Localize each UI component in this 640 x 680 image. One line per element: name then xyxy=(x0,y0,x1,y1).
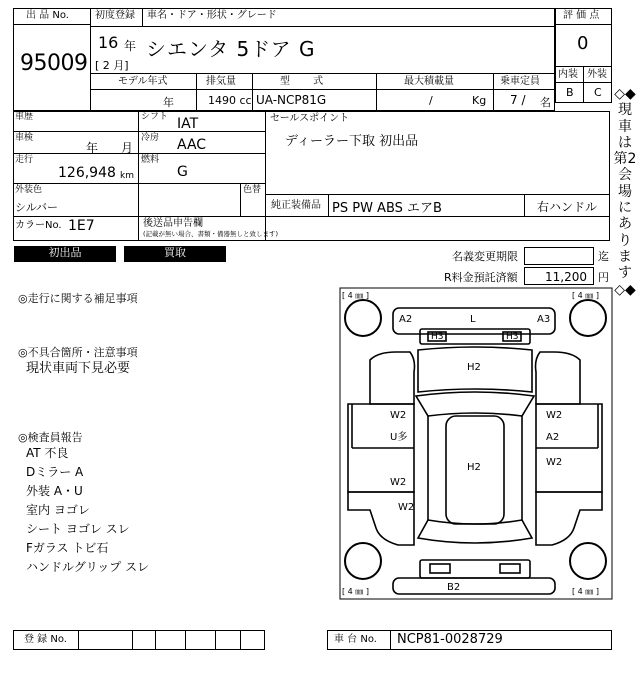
tire-label: [ 4 ㎜ ] xyxy=(342,587,369,596)
registration-year: 16 xyxy=(98,33,119,52)
exterior-color: シルバー xyxy=(15,201,58,214)
capacity: 7 / xyxy=(510,93,526,107)
post-report-note: (記載が無い場合、書類・備器無しと致します) xyxy=(143,230,279,238)
recycle-fee-unit: 円 xyxy=(598,271,609,284)
max-load-unit: Kg xyxy=(472,94,487,107)
inspector-line: 室内 ヨゴレ xyxy=(26,503,90,517)
mileage: 126,948 xyxy=(58,165,116,181)
interior-grade: B xyxy=(566,86,574,99)
inspector-report-title: ◎検査員報告 xyxy=(18,431,83,444)
equipment: PS PW ABS エアB xyxy=(332,201,442,216)
fuel-value: G xyxy=(177,164,188,180)
car-name: シエンタ 5ドア G xyxy=(146,37,316,61)
mileage-unit: km xyxy=(120,171,134,181)
mark-front-lamp-left: H3 xyxy=(431,332,444,342)
color-change-label: 色替 xyxy=(243,185,262,195)
inspector-line: シート ヨゴレ スレ xyxy=(26,522,130,536)
mark-front-bumper-left: A2 xyxy=(399,314,413,325)
mark-rear-bumper: B2 xyxy=(447,582,461,593)
fuel-label: 燃料 xyxy=(141,155,160,165)
mark-left-rear-lower: W2 xyxy=(398,502,415,513)
sales-point-label: セールスポイント xyxy=(270,113,350,124)
defects-body: 現状車両下見必要 xyxy=(26,361,131,376)
max-load-header: 最大積載量 xyxy=(404,76,454,87)
model-year-unit: 年 xyxy=(163,96,174,109)
interior-label: 内装 xyxy=(558,69,578,80)
mark-right-front-door: W2 xyxy=(546,410,563,421)
name-change-unit: 迄 xyxy=(598,250,609,263)
mark-left-front-door: W2 xyxy=(390,410,407,421)
mark-right-rear-door: A2 xyxy=(546,432,560,443)
mark-right-rear-quarter: W2 xyxy=(546,457,563,468)
sales-point: ディーラー下取 初出品 xyxy=(285,134,419,149)
tire-label: [ 4 ㎜ ] xyxy=(572,587,599,596)
mileage-label: 走行 xyxy=(15,155,34,165)
displacement: 1490 cc xyxy=(208,94,252,107)
registration-month: [ 2 月] xyxy=(95,59,129,72)
score-value: 0 xyxy=(577,33,589,54)
exterior-color-label: 外装色 xyxy=(15,185,43,195)
inspector-line: AT 不良 xyxy=(26,446,69,460)
aircon-label: 冷房 xyxy=(141,133,160,143)
first-registration-label: 初度登録 xyxy=(95,10,135,21)
tire-rear-left xyxy=(345,543,381,579)
year-unit: 年 xyxy=(124,39,137,53)
inspector-line: Dミラー A xyxy=(26,465,84,479)
recycle-fee-label: R料金預託済額 xyxy=(444,271,518,284)
mark-hood: H2 xyxy=(467,362,481,373)
tire-label: [ 4 ㎜ ] xyxy=(572,291,599,300)
lot-number-label: 出 品 No. xyxy=(26,10,69,21)
displacement-header: 排気量 xyxy=(206,76,236,87)
recycle-fee: 11,200 xyxy=(545,270,587,284)
purchase-badge: 買取 xyxy=(124,246,226,262)
exterior-grade: C xyxy=(594,86,602,99)
inspection-month-unit: 月 xyxy=(121,141,134,155)
steering-side: 右ハンドル xyxy=(537,200,598,214)
car-info-label: 車名・ドア・形状・グレード xyxy=(147,10,277,21)
inspector-line: Fガラス トビ石 xyxy=(26,541,109,555)
first-listing-badge: 初出品 xyxy=(14,246,116,262)
shift-label: シフト xyxy=(141,112,169,122)
model-year-header: モデル年式 xyxy=(118,76,168,87)
name-change-label: 名義変更期限 xyxy=(452,250,518,263)
defects-title: ◎不具合箇所・注意事項 xyxy=(18,346,138,359)
history-label: 車歴 xyxy=(15,112,34,122)
aircon-value: AAC xyxy=(177,137,207,153)
mark-front-bumper-right: A3 xyxy=(537,314,551,325)
max-load-slash: / xyxy=(429,94,433,107)
color-no-label: カラーNo. xyxy=(15,220,62,231)
mark-front-lamp-right: H3 xyxy=(506,332,519,342)
shift-value: IAT xyxy=(177,116,199,132)
tire-label: [ 4 ㎜ ] xyxy=(342,291,369,300)
inspector-line: ハンドルグリップ スレ xyxy=(26,560,150,574)
score-label: 評 価 点 xyxy=(563,10,600,21)
tire-front-right xyxy=(570,300,606,336)
driving-notes-title: ◎走行に関する補足事項 xyxy=(18,292,138,305)
capacity-header: 乗車定員 xyxy=(500,76,540,87)
chassis-number-label: 車 台 No. xyxy=(334,634,377,645)
chassis-number: NCP81-0028729 xyxy=(397,632,503,647)
venue-notice: ◇◆現車は第2会場にあります◇◆ xyxy=(613,86,637,298)
mark-front-bumper-mid: L xyxy=(470,314,476,325)
tire-rear-right xyxy=(570,543,606,579)
rear-bumper xyxy=(393,578,555,594)
inspection-year-unit: 年 xyxy=(86,141,99,155)
model-code-header: 型 式 xyxy=(280,76,334,87)
color-no: 1E7 xyxy=(68,218,95,234)
inspector-line: 外装 A・U xyxy=(26,484,83,498)
genuine-equipment-label: 純正装備品 xyxy=(271,200,321,211)
tire-front-left xyxy=(345,300,381,336)
mark-left-rear-door: U多 xyxy=(390,432,408,443)
registration-number-label: 登 録 No. xyxy=(24,634,67,645)
capacity-unit: 名 xyxy=(540,96,551,109)
post-report-label: 後送品申告欄 xyxy=(143,218,203,229)
model-code: UA-NCP81G xyxy=(256,93,327,107)
lot-number: 95009 xyxy=(20,51,88,76)
mark-left-rear-quarter: W2 xyxy=(390,477,407,488)
exterior-label: 外装 xyxy=(587,69,607,80)
inspection-label: 車検 xyxy=(15,133,34,143)
mark-roof: H2 xyxy=(467,462,481,473)
